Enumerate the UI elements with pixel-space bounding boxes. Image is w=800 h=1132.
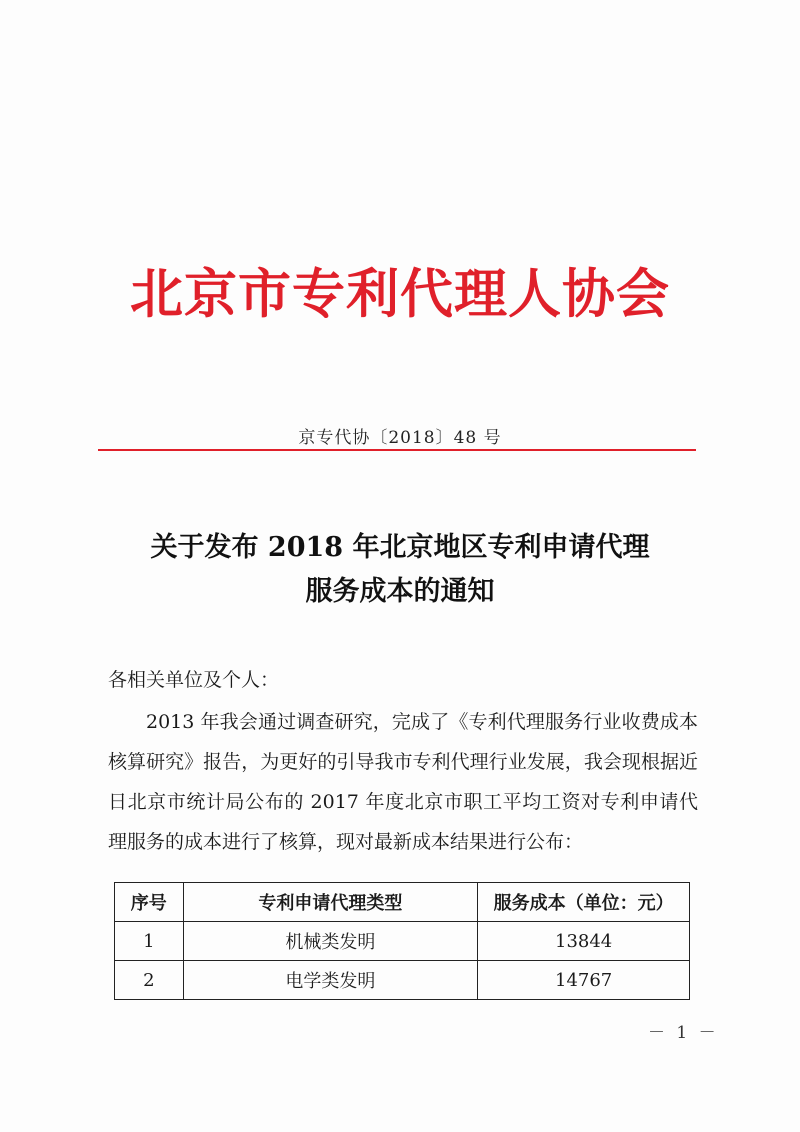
table-row: [115, 961, 690, 1000]
row-no: 2: [115, 961, 184, 1000]
organization-title: 北京市专利代理人协会: [130, 264, 670, 325]
row-type: 电学类发明: [183, 961, 478, 1000]
row-cost: 14767: [478, 961, 690, 1000]
notice-title-line2: 服务成本的通知: [305, 576, 495, 607]
row-cost: 13844: [478, 922, 690, 961]
salutation: 各相关单位及个人：: [108, 669, 280, 691]
red-divider-line: [98, 449, 696, 451]
notice-title-line1: 关于发布 2018 年北京地区专利申请代理: [150, 532, 650, 563]
header-type: 专利申请代理类型: [183, 883, 478, 922]
table-row: [115, 922, 690, 961]
row-no: 1: [115, 922, 184, 961]
body-paragraph: 2013 年我会通过调查研究，完成了《专利代理服务行业收费成本核算研究》报告，为更好的引导我市专利代理行业发展，我会现根据近日北京市统计局公布的 2017 年度北京市职工平均工资对专利申请代理服务的成本进行了核算，现对最新成本结果进行公布：: [108, 711, 698, 853]
header-cost: 服务成本（单位：元）: [478, 883, 690, 922]
cost-table: [114, 882, 690, 1000]
row-type: 机械类发明: [183, 922, 478, 961]
header-no: 序号: [115, 883, 184, 922]
page-number: － 1 －: [648, 1023, 719, 1043]
document-number: 京专代协〔2018〕48 号: [298, 428, 502, 448]
table-header-row: [115, 883, 690, 922]
